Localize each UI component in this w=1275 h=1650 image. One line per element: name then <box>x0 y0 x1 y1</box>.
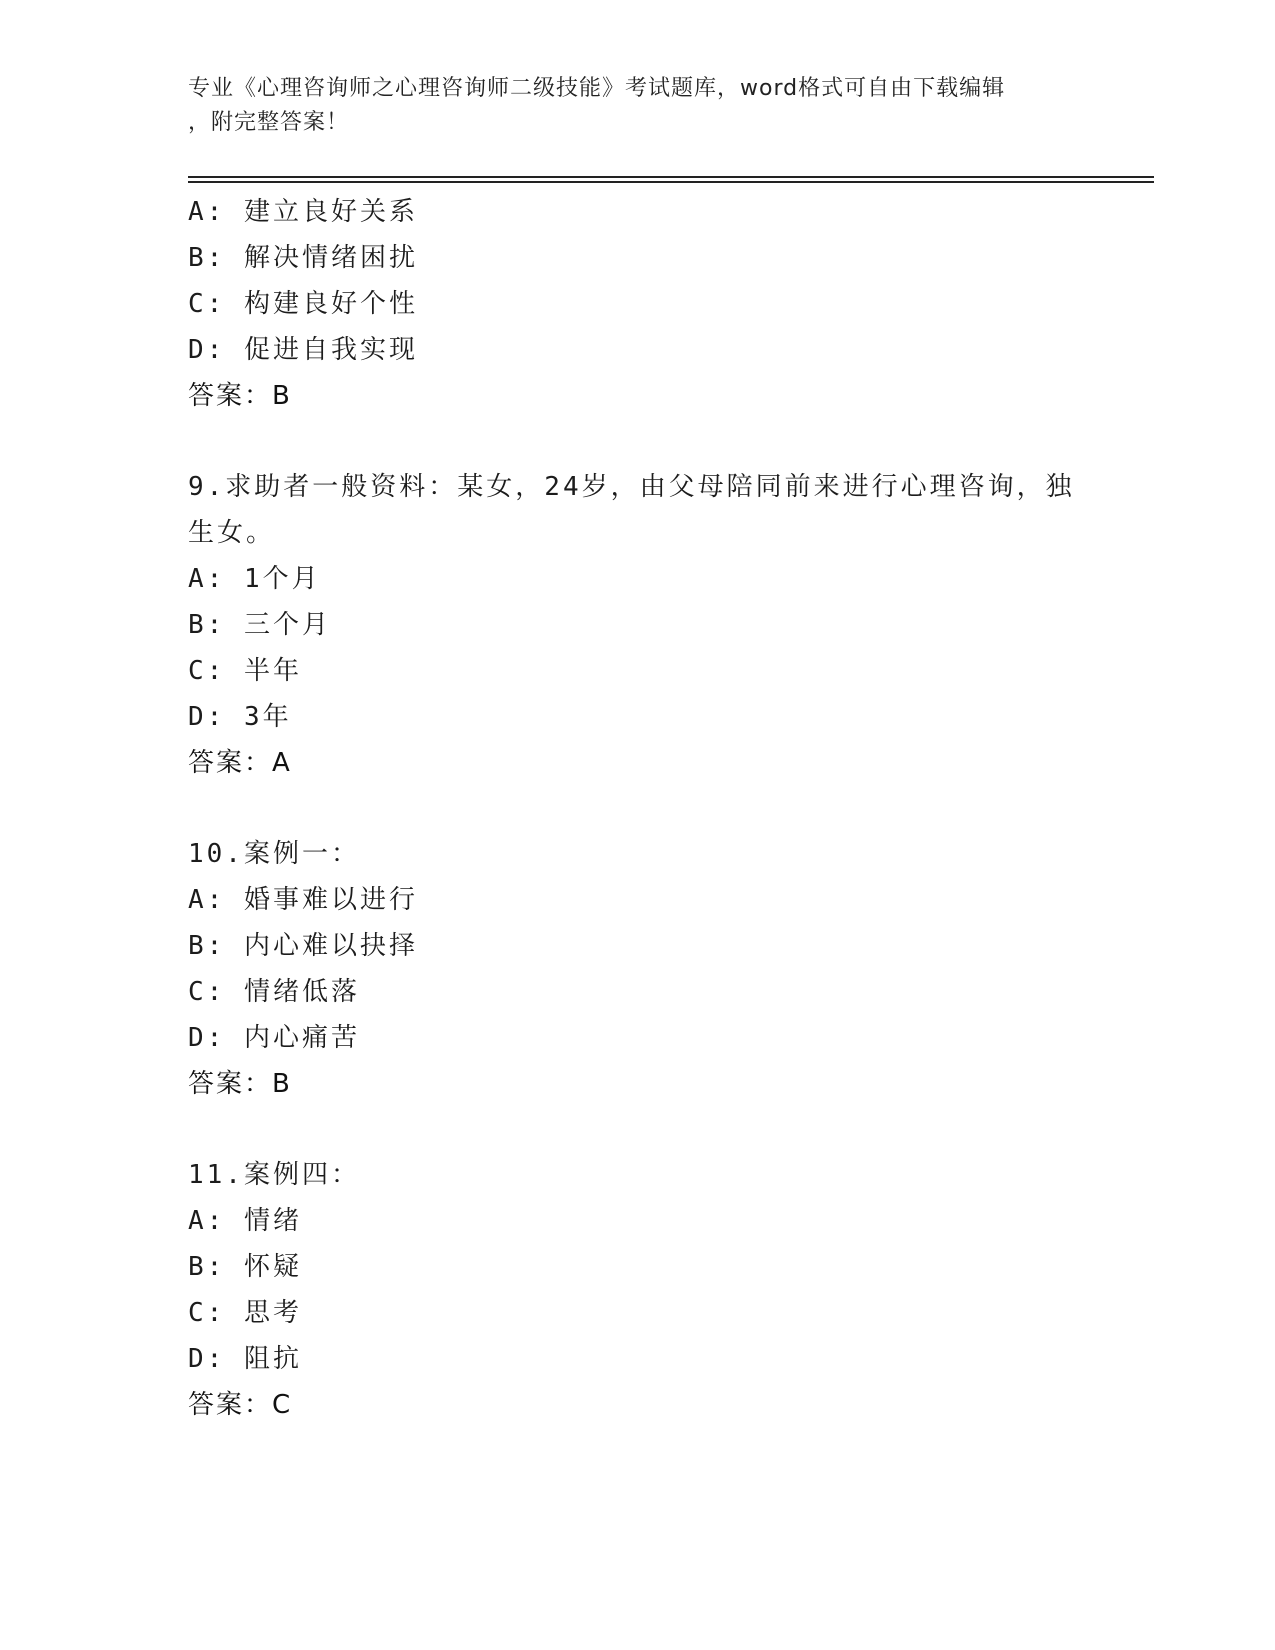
option-c: C: 构建良好个性 <box>188 289 418 319</box>
option-c: C: 半年 <box>188 656 302 686</box>
spacer <box>188 1107 1088 1152</box>
option-d: D: 3年 <box>188 702 292 732</box>
option-c: C: 情绪低落 <box>188 977 360 1007</box>
question-stem-line-1: 10.案例一： <box>188 839 360 869</box>
question-stem-line-1: 9.求助者一般资料：某女，24岁，由父母陪同前来进行心理咨询，独 <box>188 472 1075 502</box>
option-b: B: 内心难以抉择 <box>188 931 418 961</box>
document-header <box>188 72 1088 140</box>
header-divider-top <box>188 176 1154 178</box>
question-block-11 <box>188 1152 1088 1428</box>
option-a: A: 建立良好关系 <box>188 197 418 227</box>
option-b: B: 解决情绪困扰 <box>188 243 418 273</box>
answer-line: 答案：B <box>188 1069 292 1099</box>
option-a: A: 情绪 <box>188 1206 302 1236</box>
option-c: C: 思考 <box>188 1298 302 1328</box>
option-d: D: 阻抗 <box>188 1344 302 1374</box>
answer-line: 答案：A <box>188 748 292 778</box>
spacer <box>188 419 1088 464</box>
option-b: B: 三个月 <box>188 610 331 640</box>
question-block-10 <box>188 831 1088 1107</box>
question-list <box>188 189 1088 1428</box>
header-line-1: 专业《心理咨询师之心理咨询师二级技能》考试题库，word格式可自由下载编辑 <box>188 76 1006 101</box>
spacer <box>188 786 1088 831</box>
option-a: A: 1个月 <box>188 564 321 594</box>
question-stem-line-2: 生女。 <box>188 518 276 548</box>
option-b: B: 怀疑 <box>188 1252 302 1282</box>
option-d: D: 内心痛苦 <box>188 1023 360 1053</box>
answer-line: 答案：B <box>188 381 292 411</box>
header-line-2: ，附完整答案！ <box>188 110 350 135</box>
answer-line: 答案：C <box>188 1390 293 1420</box>
header-divider-bottom <box>188 181 1154 183</box>
question-stem-line-1: 11.案例四： <box>188 1160 360 1190</box>
question-block-prev <box>188 189 1088 419</box>
question-block-9 <box>188 464 1088 786</box>
option-a: A: 婚事难以进行 <box>188 885 418 915</box>
option-d: D: 促进自我实现 <box>188 335 418 365</box>
